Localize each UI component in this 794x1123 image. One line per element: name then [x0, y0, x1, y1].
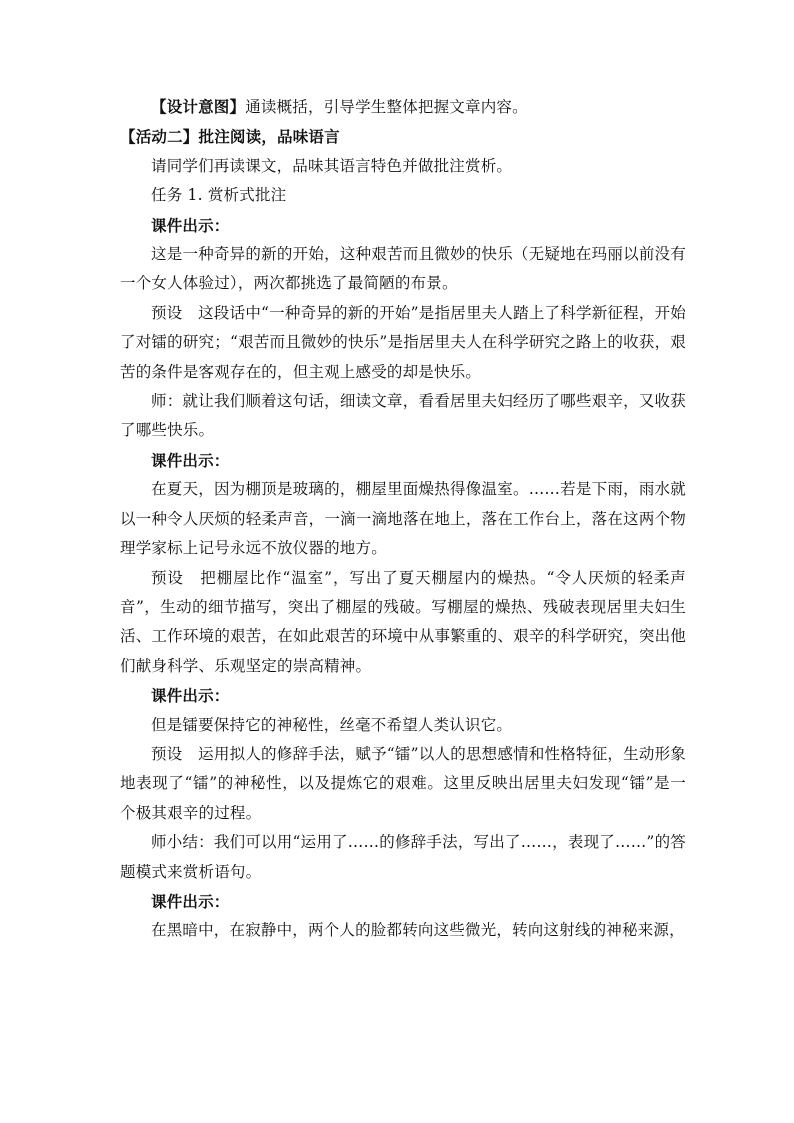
quote-paragraph: 这是一种奇异的新的开始，这种艰苦而且微妙的快乐（无疑地在玛丽以前没有一个女人体验过），两次都挑选了最简陋的布景。 [120, 245, 686, 293]
design-intent-paragraph [120, 92, 686, 122]
instruction-paragraph: 请同学们再读课文，品味其语言特色并做批注赏析。 [151, 156, 513, 175]
design-intent-label: 【设计意图】 [151, 97, 246, 116]
preset-paragraph: 预设 这段话中“一种奇异的新的开始”是指居里夫人踏上了科学新征程，开始了对镭的研究；“艰苦而且微妙的快乐”是指居里夫人在科学研究之路上的收获，艰苦的条件是客观存在的，但主观上感受的却是快乐。 [120, 303, 686, 381]
courseware-label: 课件出示： [151, 450, 230, 470]
courseware-label: 课件出示： [151, 686, 230, 706]
quote-paragraph: 在黑暗中，在寂静中，两个人的脸都转向这些微光，转向这射线的神秘来源， [151, 921, 685, 940]
quote-paragraph: 在夏天，因为棚顶是玻璃的，棚屋里面燥热得像温室。……若是下雨，雨水就以一种令人厌烦的轻柔声音，一滴一滴地落在地上，落在工作台上，落在这两个物理学家标上记号永远不放仪器的地方。 [120, 480, 686, 558]
preset-paragraph: 预设 把棚屋比作“温室”，写出了夏天棚屋内的燥热。“令人厌烦的轻柔声音”，生动的细节描写，突出了棚屋的残破。写棚屋的燥热、残破表现居里夫妇生活、工作环境的艰苦，在如此艰苦的环境中从事繁重的、艰辛的科学研究，突出他们献身科学、乐观坚定的崇高精神。 [120, 568, 686, 675]
teacher-summary-paragraph: 师小结：我们可以用“运用了……的修辞手法，写出了……，表现了……”的答题模式来赏析语句。 [120, 833, 686, 881]
design-intent-text: 通读概括，引导学生整体把握文章内容。 [245, 98, 528, 116]
task-one-title: 任务 1. 赏析式批注 [151, 186, 287, 205]
activity-two-heading: 【活动二】批注阅读，品味语言 [120, 127, 340, 147]
courseware-label: 课件出示： [151, 891, 230, 911]
courseware-label: 课件出示： [151, 215, 230, 235]
teacher-paragraph: 师：就让我们顺着这句话，细读文章，看看居里夫妇经历了哪些艰辛，又收获了哪些快乐。 [120, 392, 686, 440]
quote-paragraph: 但是镭要保持它的神秘性，丝毫不希望人类认识它。 [151, 715, 513, 734]
preset-paragraph: 预设 运用拟人的修辞手法，赋予“镭”以人的思想感情和性格特征，生动形象地表现了“镭”的神秘性，以及提炼它的艰难。这里反映出居里夫妇发现“镭”是一个极其艰辛的过程。 [120, 744, 686, 822]
document-body [120, 92, 686, 946]
